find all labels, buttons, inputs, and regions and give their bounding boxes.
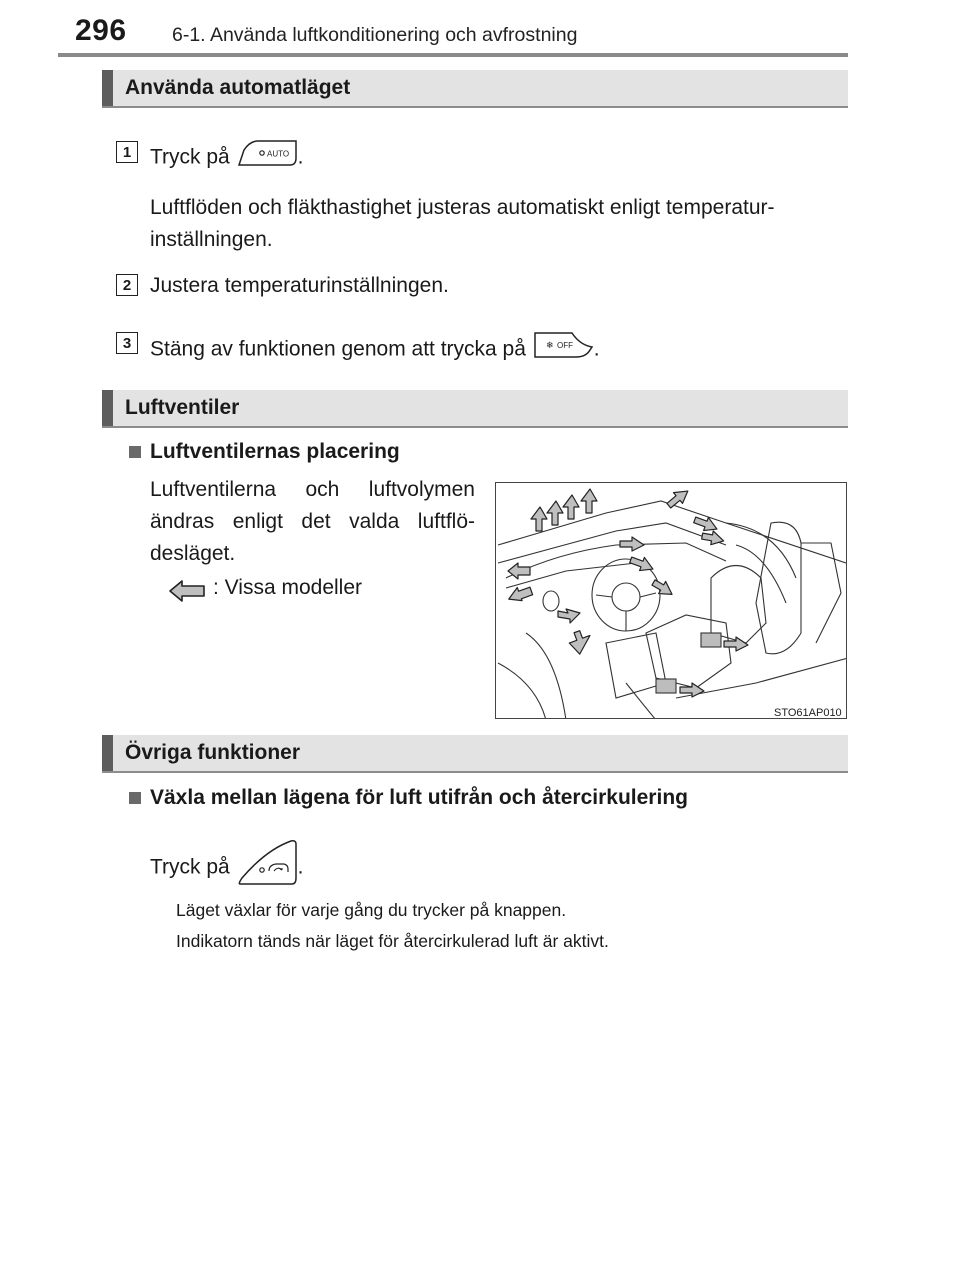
svg-text:❄: ❄ bbox=[545, 341, 554, 351]
section-title: Använda automatläget bbox=[125, 76, 351, 99]
header-divider bbox=[58, 53, 848, 57]
section-heading-other bbox=[102, 735, 848, 773]
step-3-period: . bbox=[593, 337, 600, 361]
chapter-title: 6-1. Använda luftkonditionering och avfrostning bbox=[172, 24, 578, 46]
off-button-icon bbox=[532, 330, 594, 370]
step-1-period: . bbox=[297, 145, 304, 169]
airflow-arrows bbox=[506, 485, 748, 697]
step-number-2: 2 bbox=[116, 274, 138, 296]
recirculation-instruction bbox=[150, 838, 303, 898]
step-2-text: Justera temperaturinställningen. bbox=[150, 274, 449, 297]
step-3-text: Stäng av funktionen genom att trycka på bbox=[150, 337, 526, 361]
vents-body-line-2: ändras enligt det valda luftflö- bbox=[150, 510, 475, 533]
press-period: . bbox=[297, 855, 304, 879]
section-title: Luftventiler bbox=[125, 396, 240, 419]
vents-legend: : Vissa modeller bbox=[213, 576, 363, 599]
section-bar bbox=[102, 735, 113, 771]
figure-code: STO61AP010 bbox=[774, 707, 842, 719]
auto-button-label: AUTO bbox=[266, 149, 289, 159]
step-1-detail: Luftflöden och fläkthastighet justeras automatiskt enligt temperatur-inställningen. bbox=[150, 196, 775, 251]
recirculation-note-1: Läget växlar för varje gång du trycker på knappen. bbox=[176, 900, 567, 920]
step-1-text: Tryck på bbox=[150, 145, 230, 169]
section-heading-vents bbox=[102, 390, 848, 428]
auto-button-icon bbox=[236, 138, 298, 178]
vents-subheading: Luftventilernas placering bbox=[150, 440, 400, 463]
vent-location-illustration bbox=[495, 482, 847, 719]
bullet-square-icon bbox=[129, 792, 141, 804]
step-1-instruction bbox=[150, 138, 303, 178]
vents-body-line-3: desläget. bbox=[150, 542, 236, 565]
off-button-label: OFF bbox=[556, 341, 573, 350]
section-bar bbox=[102, 70, 113, 106]
step-number-1: 1 bbox=[116, 141, 138, 163]
car-interior-drawing bbox=[496, 483, 847, 719]
press-text: Tryck på bbox=[150, 855, 230, 879]
recirculation-note-2: Indikatorn tänds när läget för återcirkulerad luft är aktivt. bbox=[176, 931, 609, 951]
section-title: Övriga funktioner bbox=[125, 741, 301, 764]
vents-body-line-1: Luftventilerna och luftvolymen bbox=[150, 478, 475, 501]
step-3-instruction bbox=[150, 330, 600, 370]
recirculation-button-icon bbox=[236, 838, 298, 898]
section-bar bbox=[102, 390, 113, 426]
recirculation-subheading: Växla mellan lägena för luft utifrån och återcirkulering bbox=[150, 786, 688, 809]
section-heading-auto bbox=[102, 70, 848, 108]
airflow-arrow-icon bbox=[168, 578, 208, 609]
bullet-square-icon bbox=[129, 446, 141, 458]
step-number-3: 3 bbox=[116, 332, 138, 354]
page-number: 296 bbox=[75, 14, 127, 47]
